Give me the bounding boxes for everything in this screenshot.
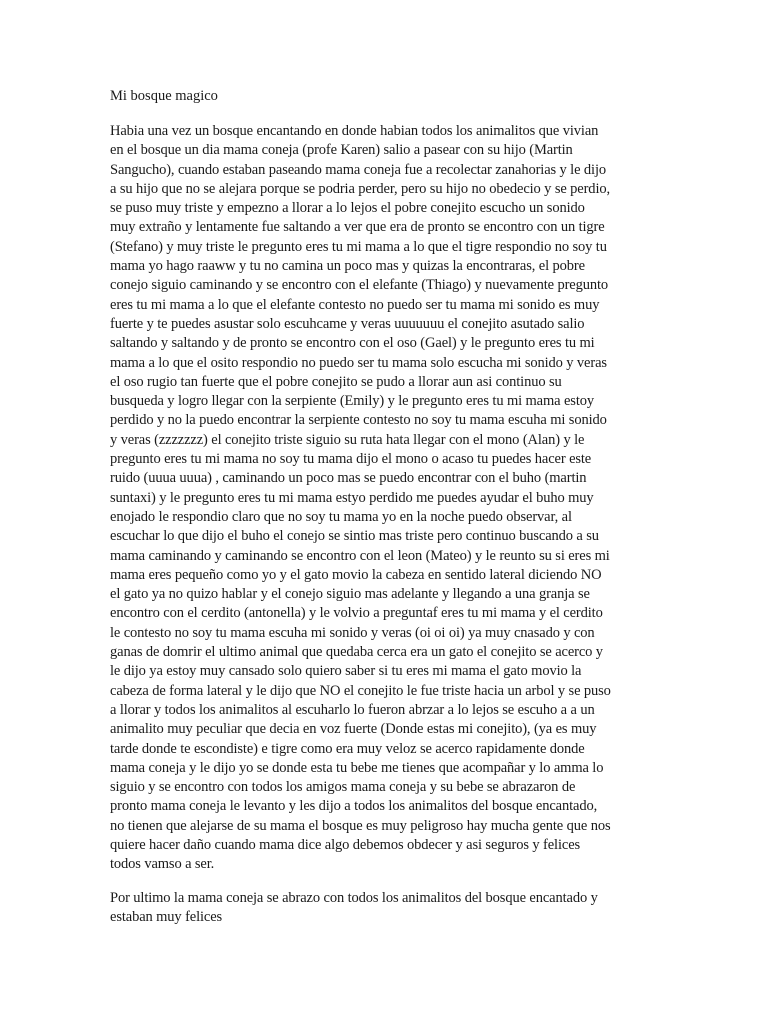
text-line: ruido (uuua uuua) , caminando un poco mas se puedo encontrar con el buho (martin [110, 470, 587, 487]
text-line: ganas de domrir el ultimo animal que quedaba cerca era un gato el conejito se acerco y [110, 644, 603, 661]
text-line: busqueda y logro llegar con la serpiente (Emily) y le pregunto eres tu mi mama estoy [110, 393, 594, 410]
text-line: mama eres pequeño como yo y el gato movio la cabeza en sentido lateral diciendo NO [110, 566, 602, 583]
text-line: el gato ya no quizo hablar y el conejo siguio mas adelante y llegando a una granja se [110, 586, 590, 603]
text-line: muy extraño y lentamente fue saltando a ver que era de pronto se encontro con un tigre [110, 219, 605, 236]
text-line: enojado le respondio claro que no soy tu mama yo en la noche puedo observar, al [110, 508, 572, 525]
text-line: en el bosque un dia mama coneja (profe Karen) salio a pasear con su hijo (Martin [110, 142, 573, 159]
text-line: Por ultimo la mama coneja se abrazo con todos los animalitos del bosque encantado y [110, 889, 598, 906]
text-line: mama caminando y caminando se encontro con el leon (Mateo) y le reunto su si eres mi [110, 547, 610, 564]
text-line: fuerte y te puedes asustar solo escuhcame y veras uuuuuuu el conejito asutado salio [110, 315, 585, 332]
text-line: suntaxi) y le pregunto eres tu mi mama estyo perdido me puedes ayudar el buho muy [110, 489, 594, 506]
paragraph [110, 122, 662, 875]
text-line: siguio y se encontro con todos los amigos mama coneja y su bebe se abrazaron de [110, 779, 576, 796]
text-line: Habia una vez un bosque encantando en donde habian todos los animalitos que vivian [110, 123, 599, 139]
text-line: le dijo ya estoy muy cansado solo quiero saber si tu eres mi mama el gato movio la [110, 663, 582, 680]
document-page [110, 86, 662, 941]
text-line: encontro con el cerdito (antonella) y le volvio a preguntaf eres tu mi mama y el cerdito [110, 605, 603, 622]
text-line: pregunto eres tu mi mama no soy tu mama dijo el mono o acaso tu puedes hacer este [110, 451, 592, 468]
text-line: quiere hacer daño cuando mama dice algo debemos obdecer y asi seguros y felices [110, 836, 581, 853]
text-line: (Stefano) y muy triste le pregunto eres tu mi mama a lo que el tigre respondio no soy tu [110, 238, 607, 255]
text-line: se puso muy triste y empezno a llorar a lo lejos el pobre conejito escucho un sonido [110, 200, 585, 217]
text-line: mama a lo que el osito respondio no puedo ser tu mama solo escucha mi sonido y veras [110, 354, 607, 371]
text-line: el oso rugio tan fuerte que el pobre conejito se pudo a llorar aun asi continuo su [110, 373, 562, 390]
text-line: saltando y saltando y de pronto se encontro con el oso (Gael) y le pregunto eres tu mi [110, 335, 595, 352]
paragraph [110, 889, 662, 928]
text-line: estaban muy felices [110, 908, 223, 925]
text-line: animalito muy peculiar que decia en voz fuerte (Donde estas mi conejito), (ya es muy [110, 721, 597, 738]
text-line: Sangucho), cuando estaban paseando mama coneja fue a recolectar zanahorias y le dijo [110, 161, 606, 178]
text-line: no tienen que alejarse de su mama el bosque es muy peligroso hay mucha gente que nos [110, 817, 611, 834]
text-line: cabeza de forma lateral y le dijo que NO el conejito le fue triste hacia un arbol y se puso [110, 682, 611, 699]
text-line: a su hijo que no se alejara porque se podria perder, pero su hijo no obedecio y se perdio, [110, 180, 610, 197]
text-line: pronto mama coneja le levanto y les dijo a todos los animalitos del bosque encantado, [110, 798, 598, 815]
text-line: a llorar y todos los animalitos al escuharlo lo fueron abrzar a lo lejos se escuho a a un [110, 701, 595, 718]
text-line: eres tu mi mama a lo que el elefante contesto no puedo ser tu mama mi sonido es muy [110, 296, 600, 313]
text-line: le contesto no soy tu mama escuha mi sonido y veras (oi oi oi) ya muy cnasado y con [110, 624, 595, 641]
text-line: escuchar lo que dijo el buho el conejo se sintio mas triste pero continuo buscando a su [110, 528, 599, 545]
document-body [110, 122, 662, 927]
text-line: tarde donde te escondiste) e tigre como era muy veloz se acerco rapidamente donde [110, 740, 585, 757]
text-line: todos vamso a ser. [110, 856, 215, 873]
text-line: mama yo hago raaww y tu no camina un poco mas y quizas la encontraras, el pobre [110, 258, 585, 275]
text-line: mama coneja y le dijo yo se donde esta tu bebe me tienes que acompañar y lo amma lo [110, 759, 604, 776]
document-title: Mi bosque magico [110, 88, 218, 104]
text-line: perdido y no la puedo encontrar la serpiente contesto no soy tu mama escuha mi sonido [110, 412, 607, 429]
text-line: conejo siguio caminando y se encontro con el elefante (Thiago) y nuevamente pregunto [110, 277, 609, 294]
text-line: y veras (zzzzzzz) el conejito triste siguio su ruta hata llegar con el mono (Alan) y le [110, 431, 585, 448]
